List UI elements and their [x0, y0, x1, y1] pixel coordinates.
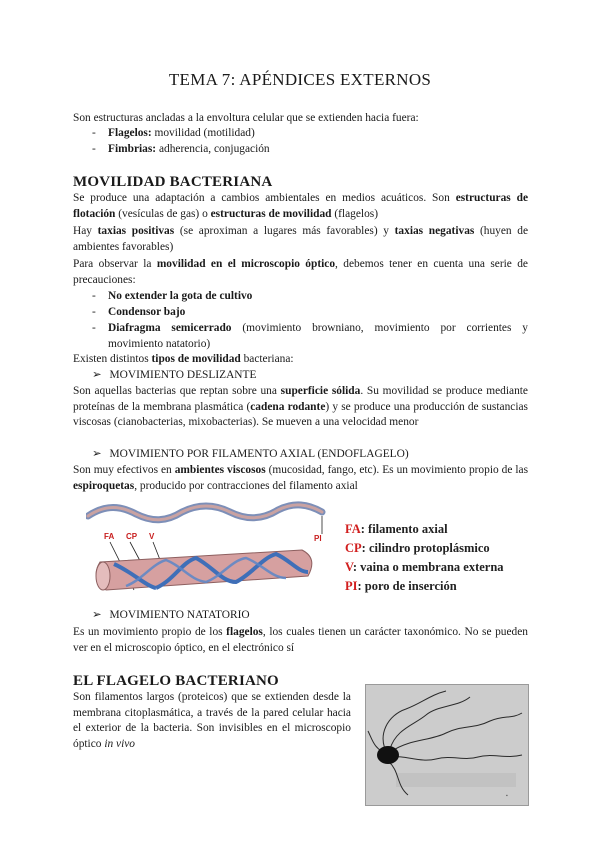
- paragraph-deslizante: [73, 384, 528, 431]
- text-run: Son muy efectivos en: [73, 464, 175, 476]
- scale-marker: ▪: [506, 793, 508, 799]
- text-run: (flagelos): [331, 207, 378, 220]
- legend-item-fa: [345, 522, 448, 537]
- precaution-item: - No extender la gota de cultivo: [92, 290, 253, 302]
- text-run: ) y se produce una producción de sustancias viscosas (cianobacterias, mixobacterias). Se mueven a una velocidad menor: [73, 400, 528, 429]
- paragraph-observar: [73, 257, 528, 288]
- bold-run: No extender la gota de cultivo: [108, 290, 253, 302]
- text-run: (vesículas de gas) o: [115, 207, 211, 220]
- paragraph-natatorio: [73, 625, 528, 656]
- legend-key: PI: [345, 579, 358, 593]
- section-heading-flagelo: EL FLAGELO BACTERIANO: [73, 673, 279, 689]
- text-run: bacteriana:: [240, 353, 294, 365]
- legend-key: CP: [345, 541, 362, 555]
- legend-key: V: [345, 560, 353, 574]
- subheading-natatorio: [92, 608, 250, 624]
- micrograph-image: [366, 685, 528, 805]
- text-run: , producido por contracciones del filamento axial: [134, 479, 358, 492]
- legend-text: : poro de inserción: [357, 579, 457, 593]
- cylinder-end: [96, 562, 110, 590]
- flagellum-micrograph: [365, 684, 529, 806]
- bold-run: Diafragma semicerrado: [108, 322, 232, 334]
- intro-item-text: movilidad (motilidad): [151, 127, 255, 139]
- text-run: (se aproximan a lugares más favorables) y: [174, 225, 395, 237]
- italic-run: in vivo: [104, 737, 136, 750]
- figure-label-cp: CP: [126, 532, 138, 541]
- bacterial-cell: [377, 746, 399, 764]
- figure-label-fa: FA: [104, 532, 115, 541]
- text-run: , debemos tener en cuenta una serie de precauciones:: [73, 258, 528, 286]
- text-run: Existen distintos: [73, 353, 152, 365]
- bold-run: movilidad en el microscopio óptico: [156, 258, 336, 270]
- term-flagelos: Flagelos:: [108, 127, 152, 139]
- intro-item-text: adherencia, conjugación: [156, 143, 270, 155]
- paragraph-taxias: [73, 224, 528, 255]
- section-heading-movilidad: MOVILIDAD BACTERIANA: [73, 174, 273, 190]
- text-run: . Su movilidad se produce mediante proteínas de la membrana plasmática (: [73, 385, 528, 413]
- precaution-item: - Diafragma semicerrado (movimiento browniano, movimiento por corrientes y movimiento natatorio): [92, 322, 528, 350]
- paragraph-adaptacion: [73, 191, 528, 222]
- figure-label-v: V: [149, 532, 155, 541]
- bold-run: estructuras de movilidad: [210, 207, 332, 220]
- intro-paragraph: Son estructuras ancladas a la envoltura celular que se extienden hacia fuera:: [73, 112, 419, 124]
- bold-run: estructuras de flotación: [73, 192, 529, 220]
- legend-item-cp: [345, 541, 490, 556]
- grid-artifact: [396, 773, 516, 787]
- paragraph-flagelo: [73, 690, 351, 752]
- bold-run: Condensor bajo: [108, 306, 186, 318]
- legend-item-pi: [345, 579, 457, 594]
- figure-label-pi: PI: [314, 534, 322, 543]
- bold-run: flagelos: [226, 626, 263, 638]
- text-run: Para observar la: [73, 258, 157, 270]
- text-run: Hay: [73, 225, 98, 237]
- term-fimbrias: Fimbrias:: [108, 143, 157, 155]
- subheading-filamento-axial: [92, 447, 409, 463]
- legend-text: : filamento axial: [360, 522, 448, 536]
- text-run: Son aquellas bacterias que reptan sobre una: [73, 385, 281, 397]
- text-run: (movimiento browniano, movimiento por corrientes y movimiento natatorio): [108, 322, 528, 350]
- precaution-item: - Condensor bajo: [92, 306, 186, 318]
- bold-run: espiroquetas: [73, 479, 135, 492]
- intro-item-fimbrias: - Fimbrias: adherencia, conjugación: [92, 143, 270, 155]
- arrow-bullet-icon: ➢: [92, 448, 102, 460]
- subheading-label: MOVIMIENTO POR FILAMENTO AXIAL (ENDOFLAGELO): [109, 448, 409, 460]
- bold-run: ambientes viscosos: [174, 464, 266, 476]
- subheading-deslizante: [92, 368, 256, 384]
- spirochete-illustration: [86, 500, 336, 610]
- spirochete-figure: [86, 500, 336, 610]
- text-run: (mucosidad, fango, etc). Es un movimiento propio de las: [265, 464, 529, 476]
- paragraph-filamento-axial: [73, 463, 528, 494]
- bold-run: superficie sólida: [280, 385, 361, 397]
- text-run: Es un movimiento propio de los: [73, 626, 227, 638]
- arrow-bullet-icon: ➢: [92, 369, 102, 381]
- legend-item-v: [345, 560, 504, 575]
- legend-text: : vaina o membrana externa: [352, 560, 504, 574]
- paragraph-tipos: [73, 352, 528, 368]
- intro-item-flagelos: - Flagelos: movilidad (motilidad): [92, 127, 255, 139]
- page-title: TEMA 7: APÉNDICES EXTERNOS: [168, 70, 432, 89]
- bold-run: taxias positivas: [97, 225, 175, 237]
- bold-run: taxias negativas: [394, 225, 475, 237]
- bold-run: cadena rodante: [250, 400, 326, 413]
- text-run: Son filamentos largos (proteicos) que se extienden desde la membrana citoplasmática, a través de la pared celular hacia el exterior de la bacteria. Son invisibles en el microscopio óptico: [73, 691, 351, 750]
- legend-key: FA: [345, 522, 361, 536]
- subheading-label: MOVIMIENTO DESLIZANTE: [109, 369, 257, 381]
- text-run: , los cuales tienen un carácter taxonómico. No se pueden ver en el microscopio óptico, en el electrónico sí: [73, 626, 528, 654]
- subheading-label: MOVIMIENTO NATATORIO: [109, 609, 250, 621]
- text-run: Se produce una adaptación a cambios ambientales en medios acuáticos. Son: [73, 192, 456, 204]
- legend-text: : cilindro protoplásmico: [361, 541, 490, 555]
- bold-run: tipos de movilidad: [151, 353, 241, 365]
- text-run: (huyen de ambientes favorables): [73, 225, 529, 253]
- arrow-bullet-icon: ➢: [92, 609, 102, 621]
